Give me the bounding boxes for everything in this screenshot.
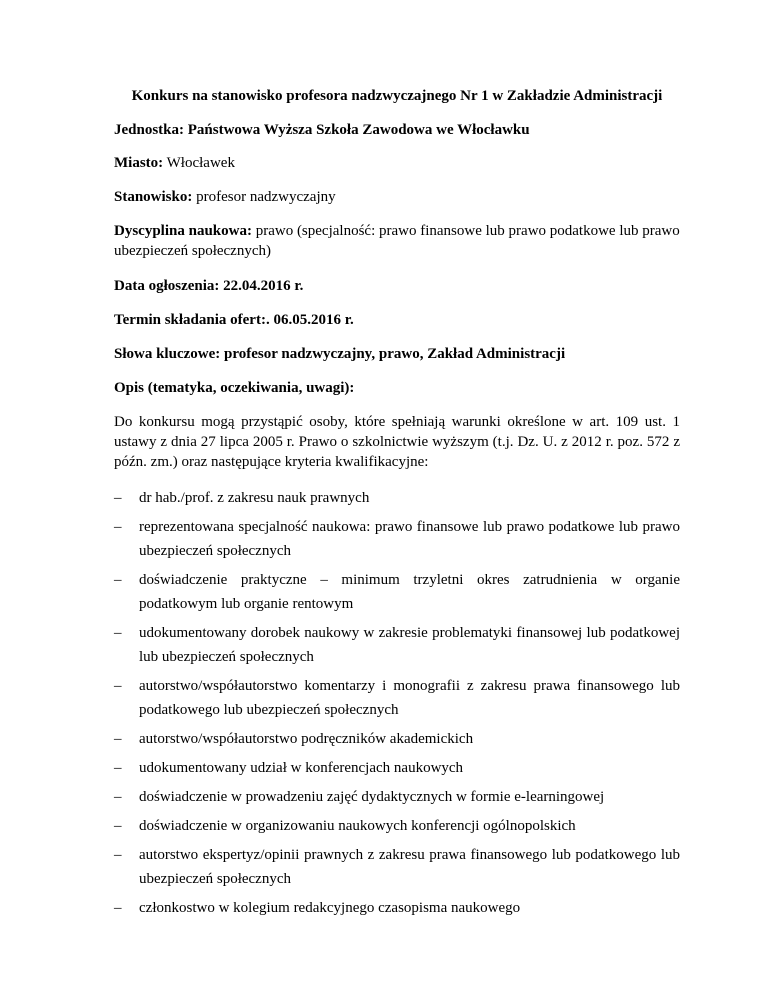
dash-bullet-icon: – xyxy=(114,519,122,535)
criterion-text: dr hab./prof. z zakresu nauk prawnych xyxy=(139,490,370,506)
criterion-text: doświadczenie w organizowaniu naukowych konferencji ogólnopolskich xyxy=(139,818,576,834)
dash-bullet-icon: – xyxy=(114,760,122,776)
list-item xyxy=(114,674,680,722)
list-item xyxy=(114,785,680,809)
dash-bullet-icon: – xyxy=(114,625,122,641)
keywords-label: Słowa kluczowe: xyxy=(114,346,221,362)
position-field xyxy=(114,187,680,207)
dash-bullet-icon: – xyxy=(114,731,122,747)
criterion-text: udokumentowany udział w konferencjach naukowych xyxy=(139,760,464,776)
criterion-text: autorstwo/współautorstwo podręczników akademickich xyxy=(139,731,474,747)
announcement-date-field xyxy=(114,276,680,296)
dash-bullet-icon: – xyxy=(114,572,122,588)
keywords-field xyxy=(114,344,680,364)
description-heading: Opis (tematyka, oczekiwania, uwagi): xyxy=(114,380,355,396)
list-item xyxy=(114,756,680,780)
intro-paragraph: Do konkursu mogą przystąpić osoby, które spełniają warunki określone w art. 109 ust. 1 ustawy z dnia 27 lipca 2005 r. Prawo o szkolnictwie wyższym (t.j. Dz. U. z 2012 r. poz. 572 z późn. zm.) oraz następujące kryteria kwalifikacyjne: xyxy=(114,414,680,470)
page-title: Konkurs na stanowisko profesora nadzwyczajnego Nr 1 w Zakładzie Administracji xyxy=(131,88,663,104)
city-label: Miasto: xyxy=(114,155,164,171)
list-item xyxy=(114,727,680,751)
position-label: Stanowisko: xyxy=(114,189,193,205)
deadline-field xyxy=(114,310,680,330)
criterion-text: autorstwo ekspertyz/opinii prawnych z zakresu prawa finansowego lub podatkowego lub ubezpieczeń społecznych xyxy=(139,847,680,887)
position-value: profesor nadzwyczajny xyxy=(196,189,336,205)
unit-label: Jednostka: xyxy=(114,122,185,138)
criteria-list xyxy=(114,486,680,925)
discipline-label: Dyscyplina naukowa: xyxy=(114,223,252,239)
discipline-field xyxy=(114,221,680,261)
city-field xyxy=(114,153,680,173)
announcement-date-label: Data ogłoszenia: xyxy=(114,278,220,294)
criterion-text: reprezentowana specjalność naukowa: prawo finansowe lub prawo podatkowe lub prawo ubezpieczeń społecznych xyxy=(139,519,680,559)
criterion-text: autorstwo/współautorstwo komentarzy i monografii z zakresu prawa finansowego lub podatkowego lub ubezpieczeń społecznych xyxy=(139,678,680,718)
keywords-value: profesor nadzwyczajny, prawo, Zakład Administracji xyxy=(224,346,566,362)
dash-bullet-icon: – xyxy=(114,900,122,916)
dash-bullet-icon: – xyxy=(114,490,122,506)
criterion-text: doświadczenie w prowadzeniu zajęć dydaktycznych w formie e-learningowej xyxy=(139,789,605,805)
dash-bullet-icon: – xyxy=(114,818,122,834)
list-item xyxy=(114,896,680,920)
dash-bullet-icon: – xyxy=(114,789,122,805)
list-item xyxy=(114,515,680,563)
unit-value: Państwowa Wyższa Szkoła Zawodowa we Włocławku xyxy=(187,122,530,138)
dash-bullet-icon: – xyxy=(114,678,122,694)
list-item xyxy=(114,814,680,838)
deadline-value: 06.05.2016 r. xyxy=(273,312,354,328)
deadline-label: Termin składania ofert:. xyxy=(114,312,270,328)
list-item xyxy=(114,843,680,891)
list-item xyxy=(114,486,680,510)
criterion-text: członkostwo w kolegium redakcyjnego czasopisma naukowego xyxy=(139,900,521,916)
unit-field xyxy=(114,120,680,140)
city-value: Włocławek xyxy=(166,155,235,171)
list-item xyxy=(114,621,680,669)
announcement-date-value: 22.04.2016 r. xyxy=(223,278,304,294)
discipline-value: prawo (specjalność: prawo finansowe lub prawo podatkowe lub prawo ubezpieczeń społecznych) xyxy=(114,223,680,259)
criterion-text: udokumentowany dorobek naukowy w zakresie problematyki finansowej lub podatkowej lub ubezpieczeń społecznych xyxy=(139,625,680,665)
dash-bullet-icon: – xyxy=(114,847,122,863)
criterion-text: doświadczenie praktyczne – minimum trzyletni okres zatrudnienia w organie podatkowym lub organie rentowym xyxy=(139,572,680,612)
list-item xyxy=(114,568,680,616)
